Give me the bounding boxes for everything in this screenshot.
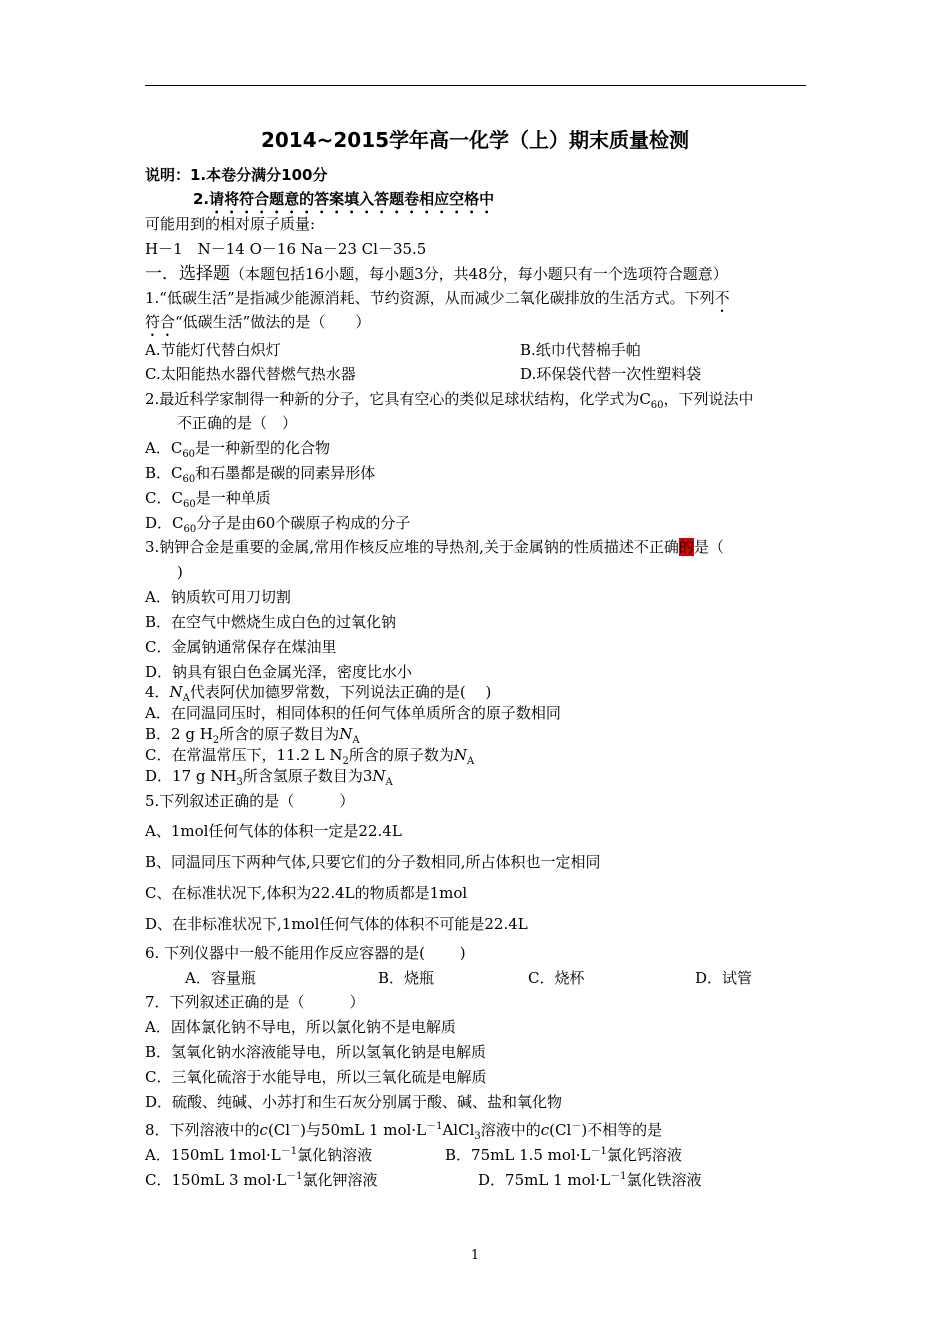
q8-option-a: A．150mL $1mol\cdot L^{-1}$氯化钠溶液 xyxy=(145,1146,373,1164)
page-title: 2014~2015学年高一化学（上）期末质量检测 xyxy=(260,128,690,152)
q6-option-c: C．烧杯 xyxy=(528,969,585,987)
q4-option-a: A．在同温同压时，相同体积的任何气体单质所含的原子数相同 xyxy=(145,704,561,722)
q6-option-d: D．试管 xyxy=(695,969,753,987)
q8-option-b: B．75mL 1.5 $mol\cdot L^{-1}$氯化钙溶液 xyxy=(445,1146,682,1164)
q1-option-d: D.环保袋代替一次性塑料袋 xyxy=(520,365,702,383)
q5-option-a: A、1mol任何气体的体积一定是22.4L xyxy=(145,822,402,840)
q4-option-c: C．在常温常压下，11.2 L $N_2$所含的原子数为$N_A$ xyxy=(145,746,475,767)
q8-option-d: D．75mL 1 $mol\cdot L^{-1}$氯化铁溶液 xyxy=(478,1171,702,1189)
q6-stem: 6. 下列仪器中一般不能用作反应容器的是( ) xyxy=(145,944,466,962)
q1-stem-cont: 符合“低碳生活”做法的是（ ） xyxy=(145,313,371,331)
q8-stem: 8．下列溶液中的c(Cl－)与50mL 1 $mol\cdot L^{-1}AlCl_3$溶液中的c(Cl－)不相等的是 xyxy=(145,1121,663,1142)
page-number: 1 xyxy=(470,1248,480,1263)
q5-option-c: C、在标准状况下,体积为22.4L的物质都是1mol xyxy=(145,884,468,902)
q5-stem: 5.下列叙述正确的是（ ） xyxy=(145,792,355,810)
q4-option-d: D．17 g $NH_3$所含氢原子数目为$3N_A$ xyxy=(145,767,393,788)
q2-stem-cont: 不正确的是（ ） xyxy=(177,414,298,432)
q7-stem: 7．下列叙述正确的是（ ） xyxy=(145,993,365,1011)
q2-option-b: B．$C_{60}$和石墨都是碳的同素异形体 xyxy=(145,464,376,485)
q1-option-b: B.纸巾代替棉手帕 xyxy=(520,341,641,359)
q8-option-c: C．150mL 3 $mol\cdot L^{-1}$氯化钾溶液 xyxy=(145,1171,378,1189)
q2-option-d: D．$C_{60}$分子是由60个碳原子构成的分子 xyxy=(145,514,411,535)
q7-option-d: D．硫酸、纯碱、小苏打和生石灰分别属于酸、碱、盐和氧化物 xyxy=(145,1093,563,1111)
q7-option-b: B．氢氧化钠水溶液能导电，所以氢氧化钠是电解质 xyxy=(145,1043,487,1061)
q3-option-c: C．金属钠通常保存在煤油里 xyxy=(145,638,337,656)
q2-option-c: C．$C_{60}$是一种单质 xyxy=(145,489,271,510)
q6-option-b: B．烧瓶 xyxy=(378,969,435,987)
header-rule xyxy=(145,85,806,86)
q3-option-b: B．在空气中燃烧生成白色的过氧化钠 xyxy=(145,613,397,631)
q1-option-c: C.太阳能热水器代替燃气热水器 xyxy=(145,365,356,383)
q7-option-a: A．固体氯化钠不导电，所以氯化钠不是电解质 xyxy=(145,1018,456,1036)
q3-option-a: A．钠质软可用刀切割 xyxy=(145,588,291,606)
q3-stem-cont: ) xyxy=(177,563,183,581)
q5-option-d: D、在非标准状况下,1mol任何气体的体积不可能是22.4L xyxy=(145,915,528,933)
q4-stem: 4．$N_A$代表阿伏加德罗常数，下列说法正确的是( ) xyxy=(145,683,492,704)
q4-option-b: B．2 g $H_2$所含的原子数目为$N_A$ xyxy=(145,725,360,746)
q6-option-a: A．容量瓶 xyxy=(185,969,256,987)
q2-option-a: A．$C_{60}$是一种新型的化合物 xyxy=(145,439,331,460)
q3-stem: 3.钠钾合金是重要的金属,常用作核反应堆的导热剂,关于金属钠的性质描述不正确的是（ xyxy=(145,538,724,556)
section-1-heading: 一．选择题（本题包括16小题，每小题3分，共48分，每小题只有一个选项符合题意） xyxy=(145,264,728,284)
q1-stem: 1.“低碳生活”是指减少能源消耗、节约资源，从而减少二氧化碳排放的生活方式。下列不 xyxy=(145,289,730,307)
atomic-mass-values: H－1 N－14 O－16 Na－23 Cl－35.5 xyxy=(145,240,427,258)
atomic-mass-label: 可能用到的相对原子质量: xyxy=(145,215,316,233)
q5-option-b: B、同温同压下两种气体,只要它们的分子数相同,所占体积也一定相同 xyxy=(145,853,601,871)
q2-stem: 2.最近科学家制得一种新的分子，它具有空心的类似足球状结构，化学式为$C_{60}$，下列说法中 xyxy=(145,390,754,411)
note-line-2: 2.请将符合题意的答案填入答题卷相应空格中 xyxy=(193,190,495,208)
q3-option-d: D．钠具有银白色金属光泽，密度比水小 xyxy=(145,663,413,681)
q7-option-c: C．三氧化硫溶于水能导电，所以三氧化硫是电解质 xyxy=(145,1068,487,1086)
q1-option-a: A.节能灯代替白炽灯 xyxy=(145,341,281,359)
note-line-1: 说明：1.本卷分满分100分 xyxy=(145,166,328,184)
